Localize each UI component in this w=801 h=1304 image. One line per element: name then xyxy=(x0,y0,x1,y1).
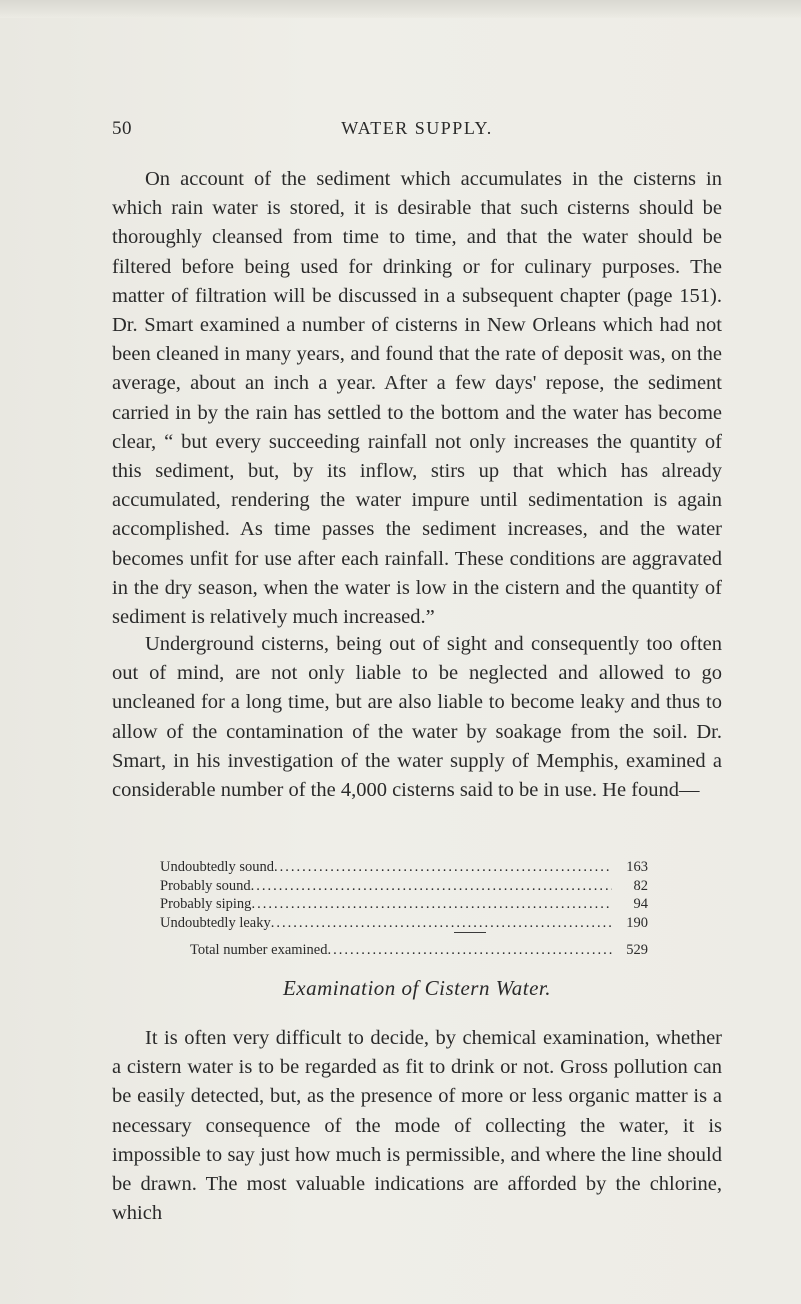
row-label: Probably sound xyxy=(160,877,251,894)
leader-dots xyxy=(251,895,612,914)
page-number: 50 xyxy=(112,118,132,139)
total-value: 529 xyxy=(626,942,648,958)
table-total-row xyxy=(190,941,648,960)
row-value: 94 xyxy=(633,896,648,912)
total-row-line xyxy=(190,941,648,960)
paragraph-sediment: On account of the sediment which accumulates in the cisterns in which rain water is stored, it is desirable that such cisterns should be thoroughly cleansed from time to time, and that the water should be filtered before being used for drinking or for culinary purposes. The matter of filtration will be discussed in a subsequent chapter (page 151). Dr. Smart examined a number of cisterns in New Orleans which had not been cleaned in many years, and found that the rate of deposit was, on the average, about an inch a year. After a few days' repose, the sediment carried in by the rain has settled to the bottom and the water has become clear, “ but every succeeding rainfall not only increases the quantity of this sediment, but, by its inflow, stirs up that which has already accumulated, rendering the water impure until sedimentation is again accomplished. As time passes the sediment increases, and the water becomes unfit for use after each rainfall. These conditions are aggravated in the dry season, when the water is low in the cistern and the quantity of sediment is relatively much increased.” xyxy=(112,168,722,629)
row-label: Probably siping xyxy=(160,896,252,912)
leader-dots xyxy=(328,941,613,960)
table-row xyxy=(160,895,648,914)
row-value: 163 xyxy=(626,859,648,875)
total-label: Total number examined xyxy=(190,942,328,958)
row-value: 82 xyxy=(633,877,648,894)
row-value: 190 xyxy=(626,914,648,931)
table-row xyxy=(160,914,648,933)
leader-dots xyxy=(251,877,612,896)
table-row xyxy=(160,877,648,896)
row-label: Undoubtedly sound xyxy=(160,859,274,875)
leader-dots xyxy=(274,858,612,877)
table-row xyxy=(160,858,648,877)
page-top-edge xyxy=(0,0,801,18)
leader-dots xyxy=(271,914,612,933)
cistern-survey-table xyxy=(160,858,648,932)
page-header xyxy=(112,118,722,148)
running-head: WATER SUPPLY. xyxy=(341,118,493,138)
paragraph-underground-cisterns: Underground cisterns, being out of sight and consequently too often out of mind, are not only liable to be neglected and allowed to go uncleaned for a long time, but are also liable to become leaky and thus to allow of the contamination of the water by soakage from the soil. Dr. Smart, in his investigation of the water supply of Memphis, examined a considerable number of the 4,000 cisterns said to be in use. He found— xyxy=(112,633,722,802)
total-rule xyxy=(454,932,486,933)
paragraph-examination: It is often very difficult to decide, by chemical examination, whether a cistern water is to be regarded as fit to drink or not. Gross pollution can be easily detected, but, as the presence of more or less organic matter is a necessary consequence of the mode of collecting the water, it is impossible to say just how much is permissible, and where the line should be drawn. The most valuable indications are afforded by the chlorine, which xyxy=(112,1027,722,1225)
row-label: Undoubtedly leaky xyxy=(160,914,271,931)
section-heading: Examination of Cistern Water. xyxy=(282,976,552,1000)
